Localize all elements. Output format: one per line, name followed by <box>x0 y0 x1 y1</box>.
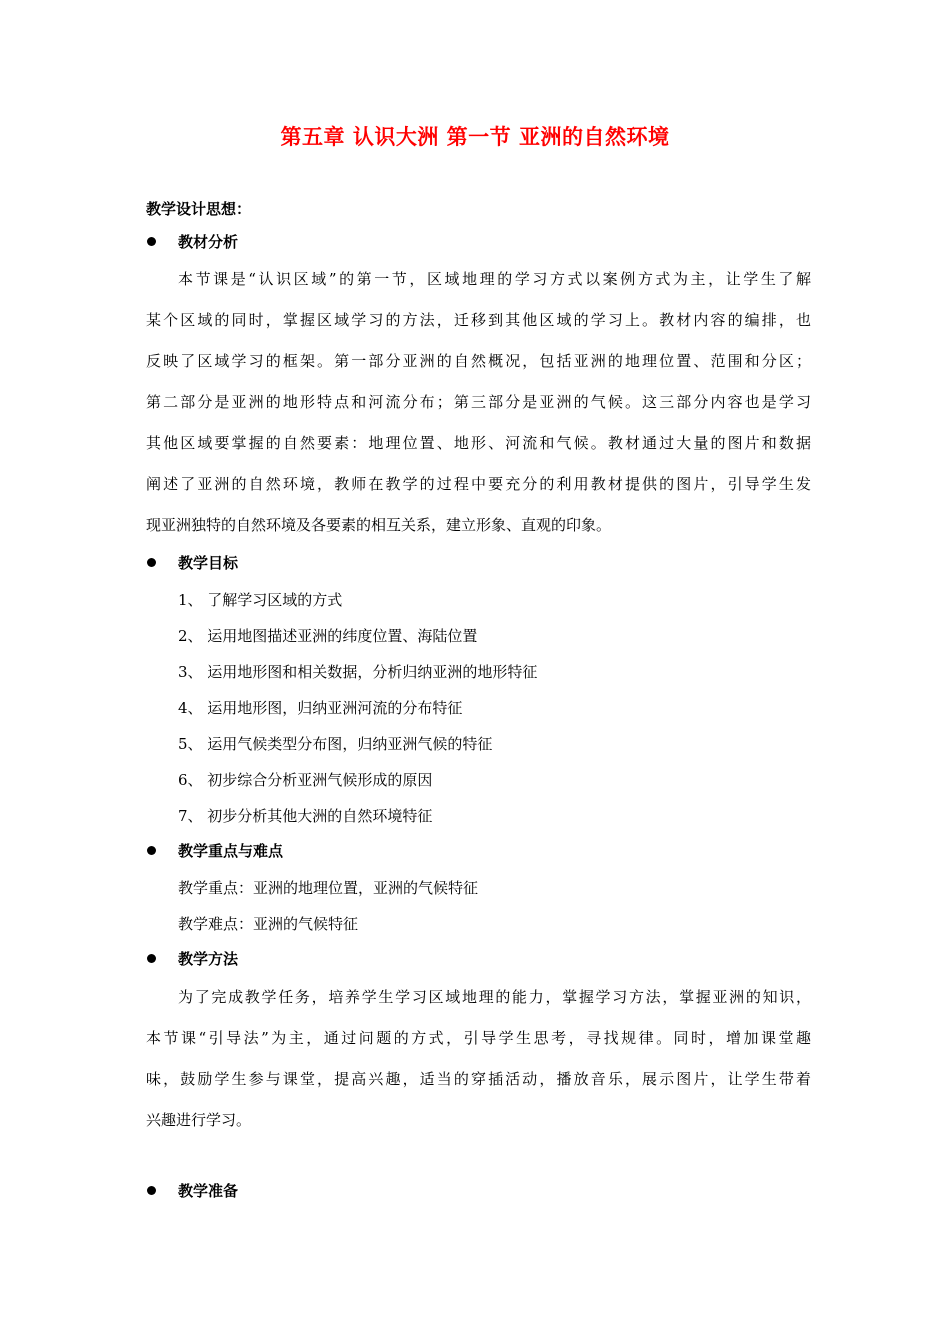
paragraph-line: 本节课“引导法”为主，通过问题的方式，引导学生思考，寻找规律。同时，增加课堂趣 <box>146 1029 811 1047</box>
bullet-icon <box>147 558 156 567</box>
material-paragraph <box>146 269 811 556</box>
section-heading-key-points: 教学重点与难点 <box>178 842 284 860</box>
goal-item: 2、 运用地图描述亚洲的纬度位置、海陆位置 <box>178 627 478 645</box>
paragraph-line: 味，鼓励学生参与课堂，提高兴趣，适当的穿插活动，播放音乐，展示图片，让学生带着 <box>146 1070 811 1088</box>
paragraph-line: 某个区域的同时，掌握区域学习的方法，迁移到其他区域的学习上。教材内容的编排，也 <box>146 311 811 329</box>
paragraph-line: 其他区域要掌握的自然要素：地理位置、地形、河流和气候。教材通过大量的图片和数据 <box>146 434 811 452</box>
method-paragraph <box>146 987 811 1151</box>
paragraph-line: 阐述了亚洲的自然环境，教师在教学的过程中要充分的利用教材提供的图片，引导学生发 <box>146 475 811 493</box>
goal-item: 1、 了解学习区域的方式 <box>178 591 343 609</box>
page-title: 第五章 认识大洲 第一节 亚洲的自然环境 <box>280 125 670 149</box>
goal-item: 4、 运用地形图，归纳亚洲河流的分布特征 <box>178 699 463 717</box>
goal-item: 3、 运用地形图和相关数据，分析归纳亚洲的地形特征 <box>178 663 538 681</box>
bullet-icon <box>147 1186 156 1195</box>
bullet-icon <box>147 954 156 963</box>
paragraph-line: 第二部分是亚洲的地形特点和河流分布；第三部分是亚洲的气候。这三部分内容也是学习 <box>146 393 811 411</box>
section-heading-method: 教学方法 <box>178 950 239 968</box>
section-heading-preparation: 教学准备 <box>178 1182 239 1200</box>
section-heading-material: 教材分析 <box>178 233 239 251</box>
goal-item: 5、 运用气候类型分布图，归纳亚洲气候的特征 <box>178 735 493 753</box>
paragraph-line: 反映了区域学习的框架。第一部分亚洲的自然概况，包括亚洲的地理位置、范围和分区； <box>146 352 811 370</box>
design-heading: 教学设计思想： <box>146 200 252 218</box>
section-heading-goals: 教学目标 <box>178 554 239 572</box>
goal-item: 7、 初步分析其他大洲的自然环境特征 <box>178 807 433 825</box>
paragraph-line: 兴趣进行学习。 <box>146 1111 252 1129</box>
goal-item: 6、 初步综合分析亚洲气候形成的原因 <box>178 771 433 789</box>
paragraph-line: 现亚洲独特的自然环境及各要素的相互关系，建立形象、直观的印象。 <box>146 516 612 534</box>
bullet-icon <box>147 237 156 246</box>
bullet-icon <box>147 846 156 855</box>
paragraph-line: 本节课是“认识区域”的第一节，区域地理的学习方式以案例方式为主，让学生了解 <box>178 270 811 288</box>
focus-text: 教学重点：亚洲的地理位置，亚洲的气候特征 <box>178 879 479 897</box>
paragraph-line: 为了完成教学任务，培养学生学习区域地理的能力，掌握学习方法，掌握亚洲的知识， <box>178 988 811 1006</box>
difficulty-text: 教学难点：亚洲的气候特征 <box>178 915 359 933</box>
